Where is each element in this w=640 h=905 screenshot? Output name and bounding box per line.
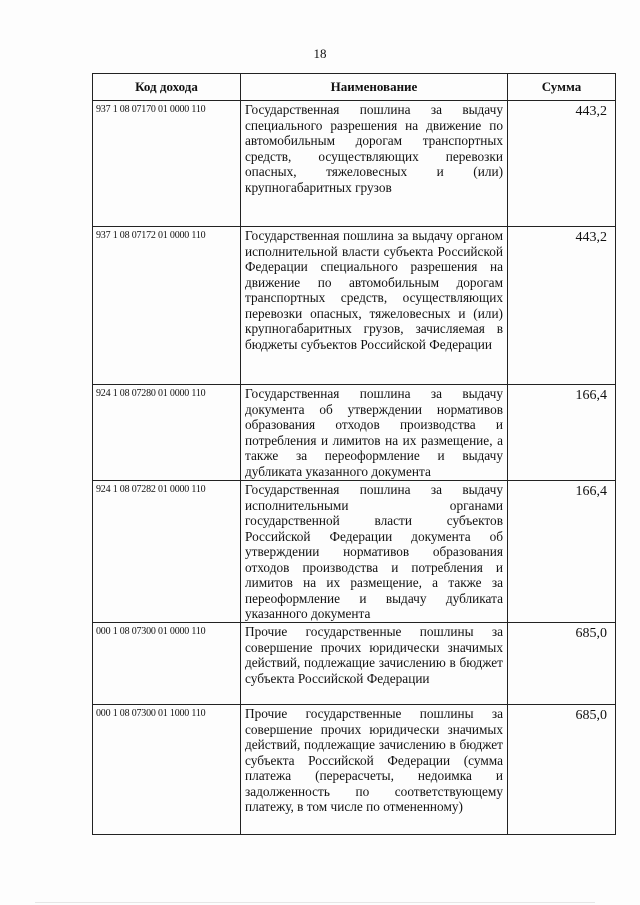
table-row: [93, 101, 616, 227]
table-row: [93, 623, 616, 705]
income-code-cell: 937 1 08 07170 01 0000 110: [93, 101, 241, 227]
income-code-cell: 000 1 08 07300 01 1000 110: [93, 705, 241, 835]
amount-cell: 685,0: [508, 623, 616, 705]
income-code-cell: 924 1 08 07282 01 0000 110: [93, 481, 241, 623]
page-number: 18: [313, 46, 327, 61]
income-code-cell: 924 1 08 07280 01 0000 110: [93, 385, 241, 481]
scan-edge-line: [35, 902, 595, 903]
amount-cell: 443,2: [508, 101, 616, 227]
column-header-code: Код дохода: [93, 74, 241, 101]
column-header-amount: Сумма: [508, 74, 616, 101]
income-name-cell: Государственная пошлина за выдачу исполнительными органами государственной власти субъектов Российской Федерации документа об утверждении нормативов образования отходов производства и потребления и лимитов на их размещение, а также за переоформление и выдачу дубликата указанного документа: [241, 481, 508, 623]
amount-cell: 166,4: [508, 385, 616, 481]
income-name-cell: Прочие государственные пошлины за совершение прочих юридически значимых действий, подлежащие зачислению в бюджет субъекта Российской Федерации: [241, 623, 508, 705]
income-code-cell: 000 1 08 07300 01 0000 110: [93, 623, 241, 705]
table-header-row: [93, 74, 616, 101]
column-header-name: Наименование: [241, 74, 508, 101]
income-name-cell: Государственная пошлина за выдачу специального разрешения на движение по автомобильным дорогам транспортных средств, осуществляющих перевозки опасных, тяжеловесных и (или) крупногабаритных грузов: [241, 101, 508, 227]
amount-cell: 166,4: [508, 481, 616, 623]
table-row: [93, 705, 616, 835]
income-name-cell: Государственная пошлина за выдачу документа об утверждении нормативов образования отходов производства и потребления и лимитов на их размещение, а также за переоформление и выдачу дубликата указанного документа: [241, 385, 508, 481]
income-name-cell: Прочие государственные пошлины за совершение прочих юридически значимых действий, подлежащие зачислению в бюджет субъекта Российской Федерации (сумма платежа (перерасчеты, недоимка и задолженность по соответствующему платежу, в том числе по отмененному): [241, 705, 508, 835]
income-name-cell: Государственная пошлина за выдачу органом исполнительной власти субъекта Российской Федерации специального разрешения на движение по автомобильным дорогам транспортных средств, осуществляющих перевозки опасных, тяжеловесных и (или) крупногабаритных грузов, зачисляемая в бюджеты субъектов Российской Федерации: [241, 227, 508, 385]
table-row: [93, 481, 616, 623]
table-row: [93, 227, 616, 385]
revenue-table: [92, 73, 616, 835]
income-code-cell: 937 1 08 07172 01 0000 110: [93, 227, 241, 385]
table-row: [93, 385, 616, 481]
amount-cell: 685,0: [508, 705, 616, 835]
amount-cell: 443,2: [508, 227, 616, 385]
